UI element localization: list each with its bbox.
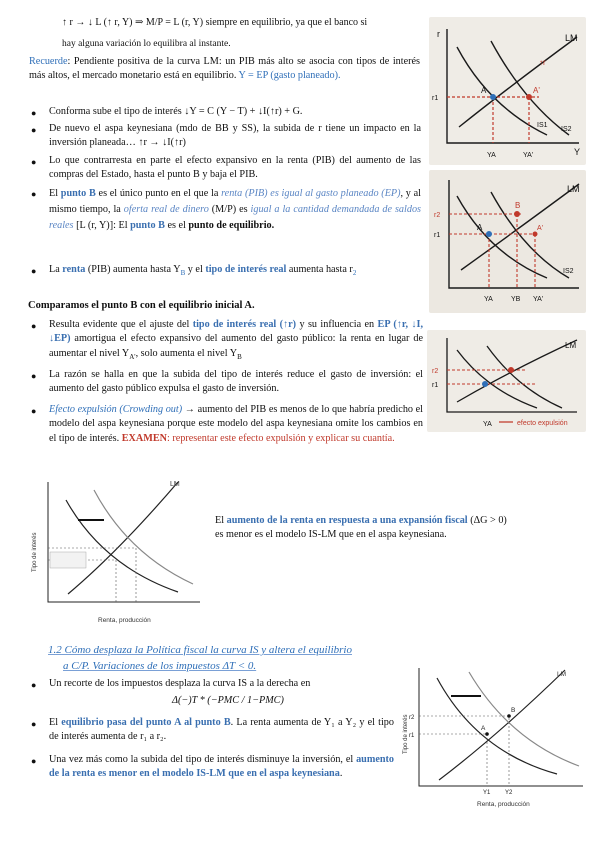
- bullet-c3: Efecto expulsión (Crowding out) → aumento del PIB es menos de lo que habría predicho el modelo del aspa keynesiana porque este modelo del aspa keynesiana omite los cambios en el tipo de interés. EXAMEN: representar este efecto expulsión y explicar su cuantía.: [49, 404, 423, 444]
- svg-text:Tipo de interés: Tipo de interés: [32, 532, 38, 572]
- sketch-lm-label: LM: [565, 33, 578, 43]
- islm-chart-1: [28, 474, 206, 628]
- section-title: Comparamos el punto B con el equilibrio inicial A.: [28, 300, 255, 311]
- recuerde-label: Recuerde: [29, 56, 68, 67]
- svg-text:IS2: IS2: [563, 268, 574, 275]
- bullet-d3: Una vez más como la subida del tipo de interés disminuye la inversión, el aumento de la renta es menor en el modelo IS-LM que en el aspa keynesiana.: [49, 754, 394, 780]
- svg-text:A': A': [533, 86, 540, 95]
- tax-formula: Δ(−)T * (−PMC / 1−PMC): [172, 695, 284, 706]
- islm-chart-2: [397, 662, 587, 812]
- svg-text:LM: LM: [170, 481, 180, 488]
- svg-text:↑r: ↑r: [539, 58, 546, 67]
- bullet-2: De nuevo el aspa keynesiana (mdo de BB y SS), la subida de r tiene un impacto en la inversión planeada… ↑r → ↓I(↑r): [49, 123, 421, 149]
- svg-text:r2: r2: [409, 715, 415, 721]
- svg-text:B: B: [511, 707, 516, 714]
- svg-text:LM: LM: [565, 341, 577, 350]
- bullet-dot: ●: [31, 321, 37, 331]
- bullet-d2: El equilibrio pasa del punto A al punto B. La renta aumenta de Y₁ a Y₂ y el tipo de interés aumenta de r₁ a r₂.: [49, 717, 394, 743]
- svg-text:Renta, producción: Renta, producción: [477, 801, 530, 808]
- svg-text:r: r: [437, 29, 440, 39]
- top-formula: [62, 16, 422, 30]
- svg-text:A': A': [537, 225, 544, 232]
- svg-text:YA': YA': [523, 152, 534, 159]
- recuerde-text: : Pendiente positiva de la curva LM: un PIB más alto se asocia con tipos de interés más altos, el mercado monetario está en equilibrio.: [29, 56, 420, 82]
- sketch-3-svg: [427, 330, 586, 432]
- bullet-dot: ●: [31, 189, 37, 199]
- sketch-photo-2: [429, 170, 586, 313]
- bullet-c2: La razón se halla en que la subida del tipo de interés reduce el gasto de inversión: el aumento del gasto público expulsa el gasto de inversión.: [49, 369, 423, 395]
- svg-text:r1: r1: [434, 232, 441, 239]
- svg-text:r1: r1: [432, 382, 439, 389]
- fiscal-expansion-paragraph: El aumento de la renta en respuesta a una expansión fiscal (ΔG > 0) es menor es el modelo IS-LM que en el aspa keynesiana.: [215, 515, 507, 541]
- svg-text:YB: YB: [511, 296, 521, 303]
- svg-text:A: A: [481, 86, 487, 95]
- chart-1-svg: [28, 474, 206, 628]
- bullet-dot: ●: [31, 406, 37, 416]
- bullet-dot: ●: [31, 266, 37, 276]
- svg-text:IS2: IS2: [561, 126, 572, 133]
- crowding-out-label: efecto expulsión: [517, 420, 568, 427]
- svg-text:YA: YA: [483, 421, 492, 428]
- svg-text:LM: LM: [557, 671, 567, 678]
- sketch-2-svg: [429, 170, 586, 313]
- svg-text:Renta, producción: Renta, producción: [98, 617, 151, 624]
- bullet-4: El punto B es el único punto en el que la renta (PIB) es igual al gasto planeado (EP), y al mismo tiempo, la oferta real de dinero (M/P) es igual a la cantidad demandada de saldos reales [L (r, Y)]: El punto B es el punto de equilibrio.: [49, 188, 421, 231]
- bullet-3: Lo que contrarresta en parte el efecto expansivo en la renta (PIB) del aumento de las compras del Estado, hasta el punto B y baja el PIB.: [49, 155, 421, 181]
- bullet-dot: ●: [31, 157, 37, 167]
- sketch-photo-3: [427, 330, 586, 432]
- bullet-c1: Resulta evidente que el ajuste del tipo de interés real (↑r) y su influencia en EP (↑r, ↓I, ↓EP) amortigua el efecto expansivo del aumento del gasto público: la renta en lugar de aumentar el nivel $Y_{A'}$, solo aumenta el nivel $Y_B$: [49, 319, 423, 361]
- bullet-d1: Un recorte de los impuestos desplaza la curva IS a la derecha en: [49, 678, 311, 689]
- bullet-dot: ●: [31, 680, 37, 690]
- svg-text:LM: LM: [567, 184, 580, 194]
- svg-text:A: A: [481, 725, 486, 732]
- bullet-1: Conforma sube el tipo de interés ↓Y = C (Y − T) + ↓I(↑r) + G.: [49, 106, 303, 117]
- bullet-dot: ●: [31, 108, 37, 118]
- svg-text:r1: r1: [409, 733, 415, 739]
- top-formula-line: ↑ r → ↓ L (↑ r, Y) ⇒ M/P = L (r, Y) siempre en equilibrio, ya que el banco si: [62, 17, 368, 28]
- svg-text:YA: YA: [484, 296, 493, 303]
- svg-text:B: B: [515, 201, 521, 210]
- svg-text:Y2: Y2: [505, 790, 513, 796]
- chart-2-svg: [397, 662, 587, 812]
- svg-text:r2: r2: [432, 368, 439, 375]
- bullet-dot: ●: [31, 719, 37, 729]
- top-formula-cont: hay alguna variación lo equilibra al instante.: [62, 39, 231, 49]
- recuerde-paragraph: [29, 55, 420, 84]
- svg-text:YA': YA': [533, 296, 544, 303]
- svg-text:IS1: IS1: [537, 122, 548, 129]
- bullet-dot: ●: [31, 371, 37, 381]
- bullet-dot: ●: [31, 125, 37, 135]
- sketch-1-svg: [429, 17, 586, 165]
- bullet-5: La renta (PIB) aumenta hasta $Y_B$ y el tipo de interés real aumenta hasta $r_2$: [49, 264, 357, 278]
- subsection-title: 1.2 Cómo desplaza la Política fiscal la curva IS y altera el equilibrio a C/P. Variaciones de los impuestos ΔT < 0.: [48, 644, 352, 672]
- svg-text:r2: r2: [434, 212, 441, 219]
- svg-text:A: A: [477, 223, 483, 232]
- recuerde-tail: Y = EP (gasto planeado).: [238, 70, 341, 82]
- svg-text:YA: YA: [487, 152, 496, 159]
- svg-text:r1: r1: [432, 95, 439, 102]
- svg-text:Y: Y: [574, 147, 581, 157]
- sketch-photo-1: [429, 17, 586, 165]
- svg-text:Y1: Y1: [483, 790, 491, 796]
- bullet-dot: ●: [31, 756, 37, 766]
- svg-text:Tipo de interés: Tipo de interés: [403, 714, 409, 754]
